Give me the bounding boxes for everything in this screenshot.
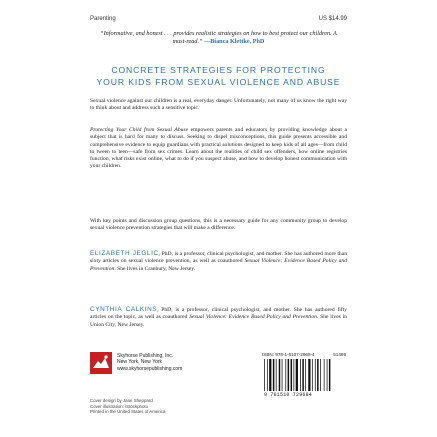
headline-line-2: YOUR KIDS FROM SEXUAL VIOLENCE AND ABUSE [96, 77, 341, 87]
publisher-name: Skyhorse Publishing, Inc. [117, 353, 174, 359]
description-paragraph-1: Sexual violence against our children is a real, everyday danger. Unfortunately, not many of us know the right way to think about and address such a sensitive topic. [90, 98, 347, 112]
author-book-title: Sexual Violence: Evidence Based Policy and Prevention [90, 258, 348, 272]
author-book-title: Sexual Violence: Evidence Based Policy and Prevention [189, 314, 317, 321]
headline-line-1: CONCRETE STRATEGIES FOR PROTECTING [111, 65, 326, 75]
price-label: US $14.99 [318, 16, 347, 22]
credit-design: Cover design by Jane Sheppard [90, 398, 153, 403]
publisher-logo-icon [90, 352, 112, 374]
author-bio-text: , PhD, is a professor, clinical psychologist, and mother. She has authored fifty articles on the topic, as well as coauthored [90, 307, 347, 321]
credit-printed: Printed in the United States of America [90, 409, 166, 415]
cover-credits [90, 398, 165, 415]
author-name: CYNTHIA CALKINS [90, 306, 158, 313]
isbn-label: ISBN: 978-1-5107-2968-4 [262, 352, 315, 357]
description-paragraph-3: With key points and discussion group questions, this is a necessary guide for any community group to develop sexual violence prevention strategies that will make a difference. [90, 218, 347, 232]
author-bio-text-end: . She lives in Cranbury, New Jersey. [114, 265, 196, 272]
endorsement-quote: “Informative, and honest . . . provides realistic strategies on how to best protect our children. A must-read.” [100, 30, 337, 45]
description-paragraph-2 [90, 127, 347, 171]
endorsement-blurb [100, 30, 337, 46]
author-name: ELIZABETH JEGLIC [90, 250, 159, 257]
author-bio-text-end: . She lives in Union City, New Jersey. [90, 314, 347, 328]
publisher-block [90, 352, 240, 392]
credit-illustration: Cover illustration: iStockphoto [90, 403, 149, 409]
author-bio-calkins [90, 306, 347, 329]
book-title: Protecting Your Child from Sexual Abuse [90, 127, 189, 133]
publisher-site: www.skyhorsepublishing.com [117, 365, 183, 372]
endorsement-attribution: —Bianca Klettke, PhD [204, 38, 265, 45]
price-code: 51499 [333, 352, 346, 357]
headline [80, 64, 357, 88]
barcode-digits: 9 781510 729684 [264, 392, 313, 398]
description-paragraph-2-text: empowers parents and educators by providing knowledge about a subject that is hard for many to discuss. Seeking to dispel misconceptions, this guide presents accessible and comprehensive evidence to equip guardians with practical solutions designed to keep kids of all ages—from child to tween to teen—safe from sex crimes. Learn about the realities of child sex offenders, how online registries function, what risks exist online, what to do if you suspect abuse, and how to develop honest communication with your children. [90, 127, 347, 170]
publisher-text [117, 353, 182, 372]
barcode-bars [262, 359, 346, 391]
publisher-city: New York, New York [117, 359, 163, 366]
cover-topbar [90, 16, 347, 28]
isbn-barcode [262, 352, 346, 400]
author-bio-jeglic [90, 250, 347, 273]
category-label: Parenting [90, 16, 116, 22]
author-bio-text: , PhD, is a professor, clinical psychologist, and mother. She has authored more than sixty articles on sexual violence prevention, as well as coauthored [90, 251, 347, 265]
